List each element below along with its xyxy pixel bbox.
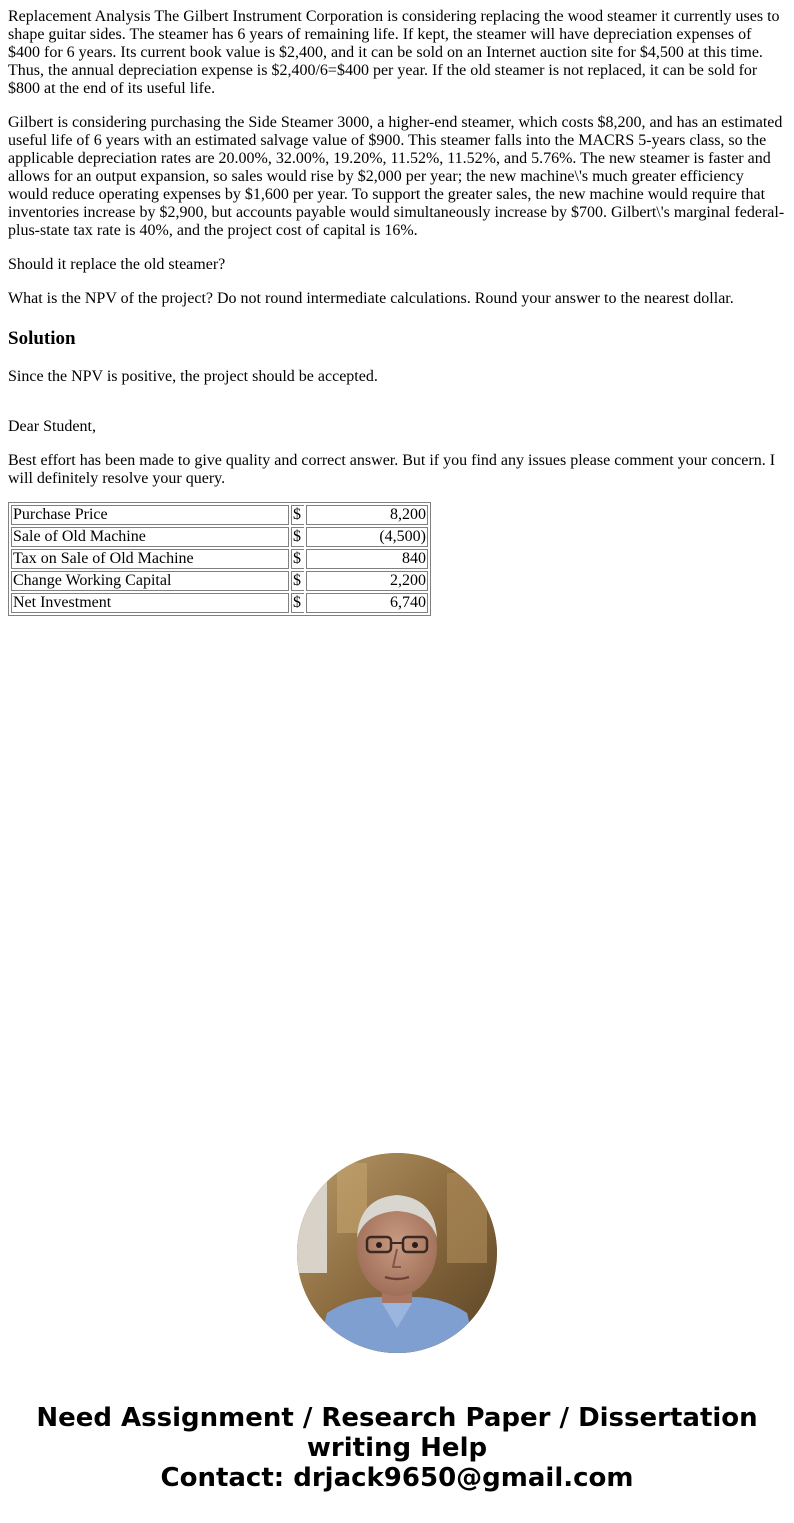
row-currency: $ <box>291 505 304 525</box>
row-label: Tax on Sale of Old Machine <box>11 549 289 569</box>
row-label: Net Investment <box>11 593 289 613</box>
author-photo-icon <box>297 1153 497 1353</box>
footer-line-1: Need Assignment / Research Paper / Dissertation <box>36 1403 758 1433</box>
spacer <box>8 402 786 418</box>
question-paragraph-2: Gilbert is considering purchasing the Side Steamer 3000, a higher-end steamer, which costs $8,200, and has an estimated useful life of 6 years with an estimated salvage value of $900. This steamer falls into the MACRS 5-years class, so the applicable depreciation rates are 20.00%, 32.00%, 19.20%, 11.52%, 11.52%, and 5.76%. The new steamer is faster and allows for an output expansion, so sales would rise by $2,000 per year; the new machine\'s much greater efficiency would reduce operating expenses by $1,600 per year. To support the greater sales, the new machine would require that inventories increase by $2,900, but accounts payable would simultaneously increase by $700. Gilbert\'s marginal federal-plus-state tax rate is 40%, and the project cost of capital is 16%. <box>8 114 785 239</box>
row-value: 6,740 <box>306 593 428 613</box>
row-label: Change Working Capital <box>11 571 289 591</box>
row-value: (4,500) <box>306 527 428 547</box>
solution-note: Best effort has been made to give quality and correct answer. But if you find any issues please comment your concern. I will definitely resolve your query. <box>8 452 776 487</box>
author-avatar <box>297 1153 497 1353</box>
question-paragraph-3: Should it replace the old steamer? <box>8 256 226 273</box>
solution-heading: Solution <box>8 328 76 349</box>
row-value: 840 <box>306 549 428 569</box>
footer-promo <box>0 1403 794 1493</box>
row-currency: $ <box>291 549 304 569</box>
question-paragraph-1: Replacement Analysis The Gilbert Instrument Corporation is considering replacing the wood steamer it currently uses to shape guitar sides. The steamer has 6 years of remaining life. If kept, the steamer will have depreciation expenses of $400 for 6 years. Its current book value is $2,400, and it can be sold on an Internet auction site for $4,500 at this time. Thus, the annual depreciation expense is $2,400/6=$400 per year. If the old steamer is not replaced, it can be sold for $800 at the end of its useful life. <box>8 8 780 97</box>
row-currency: $ <box>291 527 304 547</box>
solution-conclusion: Since the NPV is positive, the project should be accepted. <box>8 368 378 385</box>
net-investment-table <box>8 502 431 616</box>
row-label: Purchase Price <box>11 505 289 525</box>
table-row <box>11 593 428 613</box>
table-row <box>11 571 428 591</box>
row-value: 2,200 <box>306 571 428 591</box>
row-currency: $ <box>291 571 304 591</box>
row-label: Sale of Old Machine <box>11 527 289 547</box>
table-row <box>11 505 428 525</box>
table-row <box>11 549 428 569</box>
solution-greeting: Dear Student, <box>8 418 96 435</box>
document-body <box>8 8 786 616</box>
row-value: 8,200 <box>306 505 428 525</box>
footer-line-2: writing Help <box>306 1433 488 1463</box>
row-currency: $ <box>291 593 304 613</box>
table-row <box>11 527 428 547</box>
footer-contact: Contact: drjack9650@gmail.com <box>160 1463 634 1493</box>
question-paragraph-4: What is the NPV of the project? Do not round intermediate calculations. Round your answer to the nearest dollar. <box>8 290 734 307</box>
